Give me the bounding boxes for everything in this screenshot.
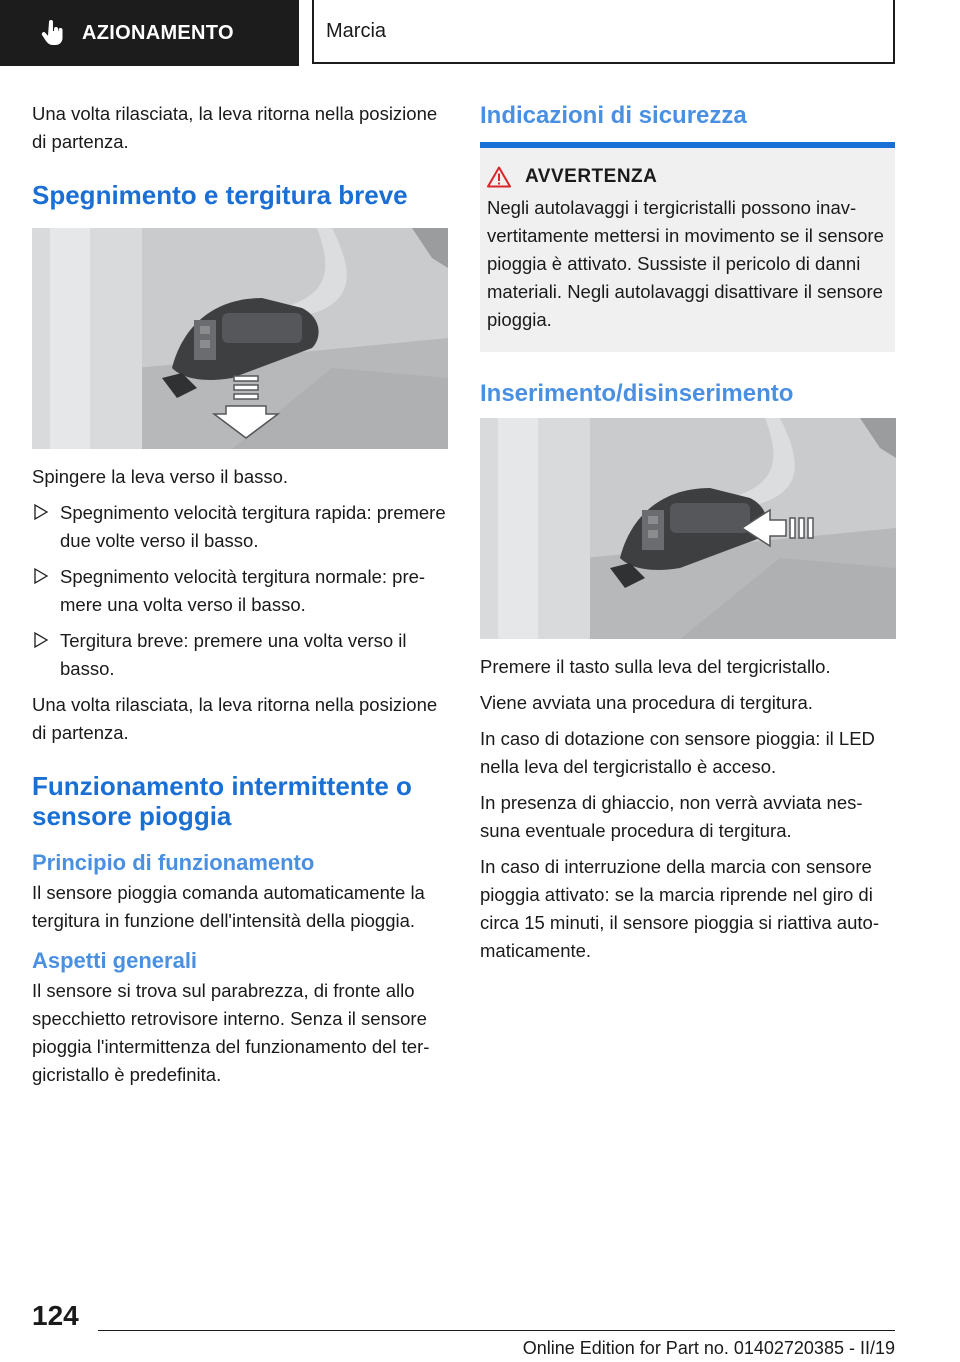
footer-rule: [98, 1330, 895, 1331]
heading-on-off: Inserimento/disinserimento: [480, 380, 794, 407]
chapter-label: AZIONAMENTO: [82, 21, 234, 44]
release-text: Una volta rilasciata, la leva ritorna nella posizione di partenza.: [32, 694, 438, 743]
list-item: [32, 499, 448, 555]
push-down-instruction: Spingere la leva verso il basso.: [32, 466, 289, 487]
bullet-text: Spegnimento velocità tergitura rapida: premere due volte verso il basso.: [60, 502, 446, 551]
on-off-paragraph: In presenza di ghiaccio, non verrà avviata nessuna eventuale procedura di tergitura.: [480, 792, 863, 841]
section-label: Marcia: [312, 0, 895, 64]
warning-text: Negli autolavaggi i tergicristalli possono inavvertitamente mettersi in movimento se il sensore pioggia è attivato. Sussiste il pericolo di danni materiali. Negli autolavaggi disattivare il sensore pioggia.: [487, 197, 884, 330]
right-column: [480, 100, 896, 973]
on-off-paragraph: Viene avviata una procedura di tergitura.: [480, 692, 813, 713]
list-item: [32, 627, 448, 683]
subheading-principle: Principio di funzionamento: [32, 850, 315, 875]
hand-pointer-icon: [40, 20, 66, 46]
warning-title: AVVERTENZA: [525, 166, 658, 187]
heading-brief-wipe: Spegnimento e tergitura breve: [32, 180, 408, 210]
triangle-bullet-icon: [34, 632, 48, 648]
heading-safety: Indicazioni di sicurezza: [480, 102, 747, 129]
warning-triangle-icon: [487, 166, 511, 188]
page-header: [0, 0, 960, 66]
page-footer: [0, 1290, 960, 1362]
on-off-paragraph: In caso di dotazione con sensore pioggia: il LED nella leva del tergicristallo è acceso.: [480, 728, 875, 777]
warning-header: [487, 166, 887, 188]
principle-text: Il sensore pioggia comanda automaticamente la tergitura in funzione dell'intensità della pioggia.: [32, 882, 425, 931]
bullet-list: [32, 499, 448, 683]
general-text: Il sensore si trova sul parabrezza, di fronte allo specchietto retrovisore interno. Senza il sensore pioggia l'intermittenza del funzionamento del tergicristallo è predefinita.: [32, 980, 430, 1085]
on-off-paragraph: In caso di interruzione della marcia con sensore pioggia attivato: se la marcia riprende nel giro di circa 15 minuti, il sensore pioggia si riattiva automaticamente.: [480, 856, 879, 961]
triangle-bullet-icon: [34, 504, 48, 520]
on-off-paragraph: Premere il tasto sulla leva del tergicristallo.: [480, 656, 831, 677]
subheading-general: Aspetti generali: [32, 948, 198, 973]
triangle-bullet-icon: [34, 568, 48, 584]
bullet-text: Spegnimento velocità tergitura normale: premere una volta verso il basso.: [60, 566, 426, 615]
page-number: 124: [32, 1300, 79, 1331]
wiper-lever-down-illustration: [32, 228, 448, 449]
intro-text: Una volta rilasciata, la leva ritorna nella posizione di partenza.: [32, 103, 438, 152]
wiper-lever-button-illustration: [480, 418, 896, 639]
bullet-text: Tergitura breve: premere una volta verso il basso.: [60, 630, 407, 679]
warning-box: [480, 148, 895, 352]
left-column: [32, 100, 448, 1097]
heading-intermittent: Funzionamento intermittente o sensore pioggia: [32, 771, 412, 831]
chapter-tab[interactable]: [0, 0, 299, 66]
edition-text: Online Edition for Part no. 01402720385 - II/19: [522, 1338, 895, 1358]
list-item: [32, 563, 448, 619]
